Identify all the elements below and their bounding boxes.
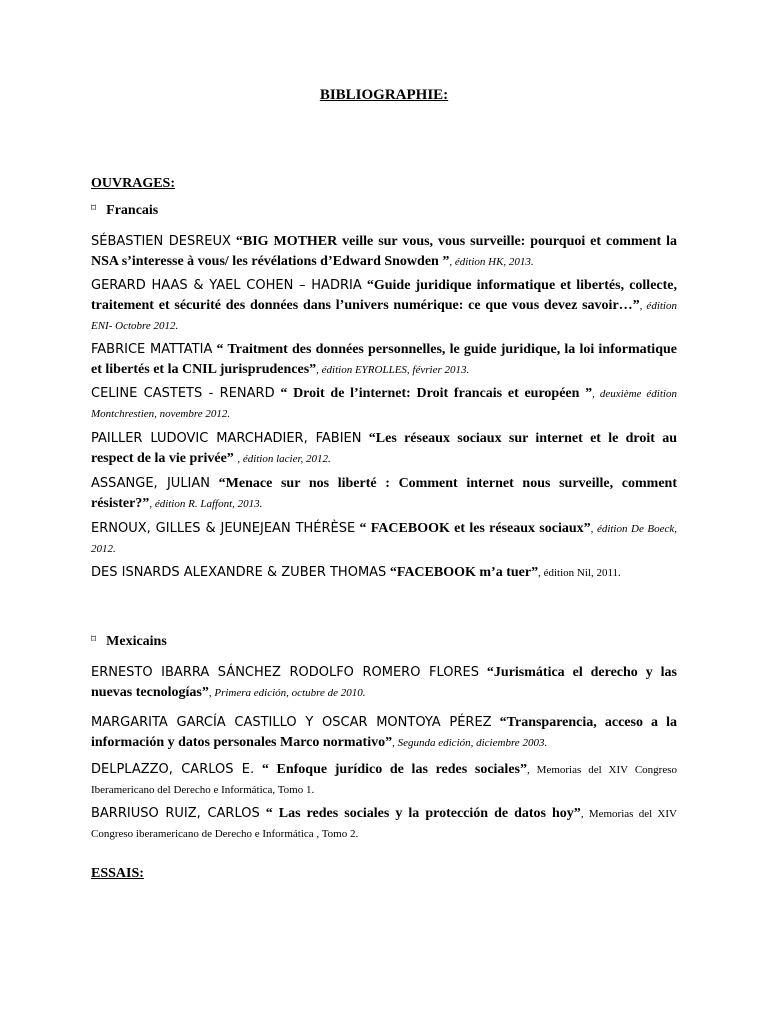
- entry-author: BARRIUSO RUIZ, CARLOS: [91, 806, 260, 821]
- entry-title: “ Las redes sociales y la protección de datos hoy”: [259, 806, 581, 821]
- bibliography-entry: [91, 232, 677, 272]
- bibliography-entry: [91, 563, 677, 583]
- bullet-icon: ⌑: [91, 633, 97, 645]
- bibliography-entry: [91, 474, 677, 514]
- entry-title: “ Traitment des données personnelles, le guide juridique, la loi informatique et libertés et la CNIL jurisprudences”: [91, 342, 677, 377]
- page-title: BIBLIOGRAPHIE:: [319, 87, 449, 103]
- entry-title: “Transparencia, acceso a la información y datos personales Marco normativo”: [91, 715, 677, 750]
- entry-author: DELPLAZZO, CARLOS E.: [91, 762, 255, 777]
- entry-publication: , édition HK, 2013.: [449, 256, 534, 268]
- bullet-icon: ⌑: [91, 202, 97, 214]
- entry-author: ERNOUX, GILLES & JEUNEJEAN THÉRÈSE: [91, 521, 356, 536]
- section-heading-essais: ESSAIS:: [91, 866, 144, 881]
- subsection-francais: [91, 203, 158, 219]
- entry-publication: , édition lacier, 2012.: [237, 453, 331, 465]
- bibliography-entry: [91, 760, 677, 800]
- entry-publication: , édition R. Laffont, 2013.: [149, 498, 263, 510]
- entry-author: DES ISNARDS ALEXANDRE & ZUBER THOMAS: [91, 565, 387, 580]
- entry-author: CELINE CASTETS - RENARD: [91, 386, 275, 401]
- entry-title: “BIG MOTHER veille sur vous, vous surveille: pourquoi et comment la NSA s’interesse à vous/ les révélations d’Edward Snowden ”: [91, 234, 677, 269]
- entry-publication: , Memorias del XIV Congreso iberamericano de Derecho e Informática , Tomo 2.: [91, 808, 677, 840]
- entry-author: ASSANGE, JULIAN: [91, 476, 211, 491]
- entry-author: PAILLER LUDOVIC MARCHADIER, FABIEN: [91, 431, 362, 446]
- entry-publication: , Memorias del XIV Congreso Iberamericano del Derecho e Informática, Tomo 1.: [91, 764, 678, 796]
- bibliography-entry: [91, 804, 677, 844]
- bibliography-entry: [91, 276, 677, 336]
- entry-title: “Menace sur nos liberté : Comment internet nous surveille, comment résister?”: [91, 476, 677, 511]
- entry-author: FABRICE MATTATIA: [91, 342, 213, 357]
- subsection-label: Francais: [106, 203, 159, 218]
- entry-author: ERNESTO IBARRA SÁNCHEZ RODOLFO ROMERO FLORES: [91, 665, 479, 680]
- bibliography-entry: [91, 713, 677, 753]
- entry-title: “ Droit de l’internet: Droit francais et européen ”: [274, 386, 593, 401]
- entry-title: “Guide juridique informatique et libertés, collecte, traitement et sécurité des données dans l’univers numérique: ce que vous devez savoir…”: [91, 278, 677, 313]
- entry-publication: , édition EYROLLES, février 2013.: [316, 364, 470, 376]
- entry-publication: , Primera edición, octubre de 2010.: [208, 687, 366, 699]
- entry-publication: , édition ENI- Octobre 2012.: [91, 300, 677, 332]
- entry-publication: , deuxième édition Montchrestien, novembre 2012.: [91, 388, 677, 420]
- subsection-mexicains: [91, 634, 167, 650]
- bibliography-entry: [91, 663, 677, 703]
- section-heading-ouvrages: OUVRAGES:: [91, 176, 176, 191]
- entry-publication: , édition Nil, 2011.: [538, 567, 621, 579]
- bibliography-entry: [91, 429, 677, 469]
- bibliography-entry: [91, 340, 677, 380]
- entry-title: “Jurismática el derecho y las nuevas tecnologías”: [91, 665, 677, 700]
- entry-title: “ FACEBOOK et les réseaux sociaux”: [355, 521, 591, 536]
- entry-author: SÉBASTIEN DESREUX: [91, 234, 231, 249]
- entry-title: “ Enfoque jurídico de las redes sociales”: [254, 762, 527, 777]
- entry-title: “FACEBOOK m’a tuer”: [386, 565, 539, 580]
- entry-publication: , édition De Boeck, 2012.: [91, 523, 677, 555]
- entry-author: GERARD HAAS & YAEL COHEN – HADRIA: [91, 278, 362, 293]
- subsection-label: Mexicains: [106, 634, 167, 649]
- bibliography-entry: [91, 519, 677, 559]
- entry-publication: , Segunda edición, diciembre 2003.: [392, 737, 548, 749]
- entry-author: MARGARITA GARCÍA CASTILLO Y OSCAR MONTOYA PÉREZ: [91, 715, 492, 730]
- bibliography-entry: [91, 384, 677, 424]
- entry-title: “Les réseaux sociaux sur internet et le droit au respect de la vie privée”: [91, 431, 678, 466]
